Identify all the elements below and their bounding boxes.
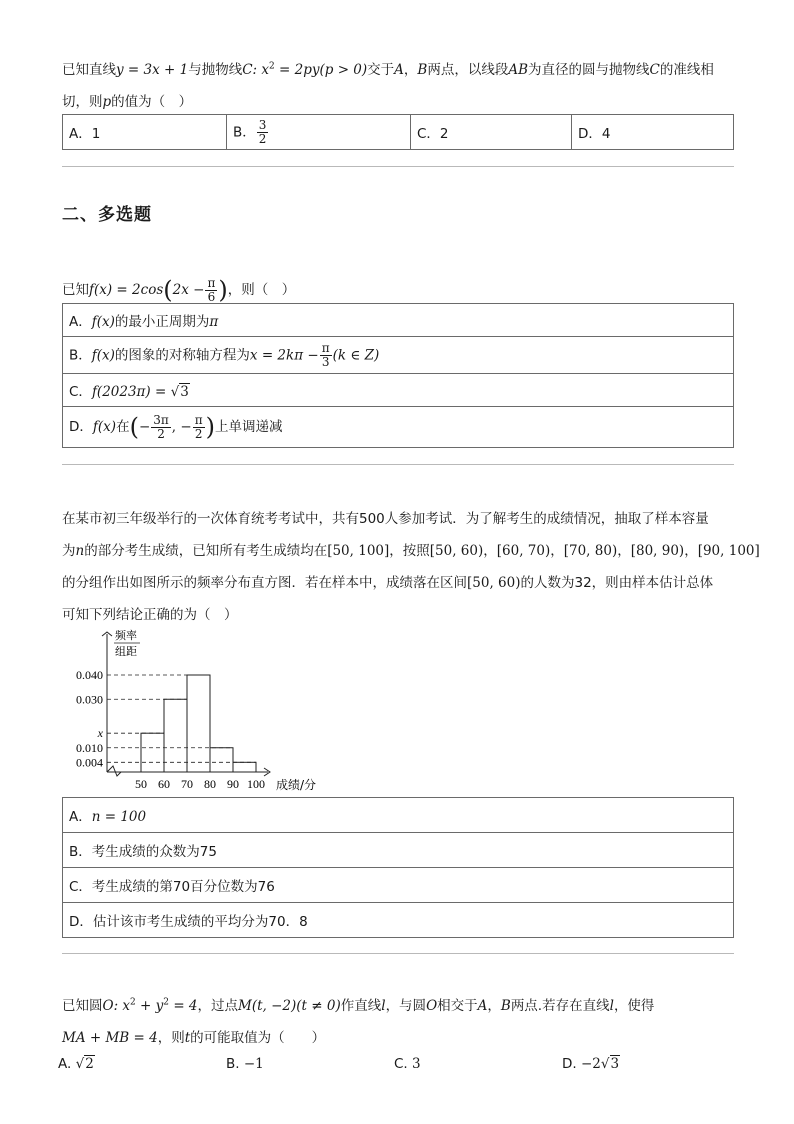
q3-option-d[interactable]: D．估计该市考生成绩的平均分为70．8	[63, 903, 734, 938]
q3-stem-line4: 可知下列结论正确的为（ ）	[62, 607, 238, 623]
histogram-bar	[141, 733, 164, 772]
q4-option-c[interactable]: C. 3	[394, 1056, 421, 1072]
x-axis-label: 成绩/分	[276, 778, 317, 792]
separator-1	[62, 166, 734, 167]
y-tick-label: 0.030	[76, 692, 103, 707]
q2-option-d[interactable]: D．f(x)在(− $\frac{3\pi}{2}$ , − $\frac{\pi}{2}$ )上单调递减	[63, 407, 734, 448]
q2-option-b[interactable]: B．f(x)的图象的对称轴方程为x = 2kπ − $\frac{\pi}{3}$ (k ∈ Z)	[63, 337, 734, 374]
q4-stem-line1: 已知圆O: $x^2 + y^2 = 4$，过点M(t, −2)(t ≠ 0)作直线l，与圆O相交于A，B两点.若存在直线l，使得	[62, 997, 655, 1014]
q2-options-table	[62, 303, 734, 448]
x-tick-label: 70	[181, 777, 193, 791]
histogram-bar	[233, 762, 256, 772]
y-tick-label: 0.040	[76, 668, 103, 682]
histogram-bar	[187, 675, 210, 772]
q2-stem: 已知f(x) = 2cos(2x − $\frac{\pi}{6}$ )，则（ ）	[62, 275, 296, 304]
y-tick-label: 0.010	[76, 740, 103, 755]
section-heading: 二、多选题	[62, 205, 152, 225]
histogram-bar	[210, 748, 233, 772]
q4-stem-line2: MA + MB = 4，则t的可能取值为（ ）	[62, 1030, 326, 1046]
q3-stem-line1: 在某市初三年级举行的一次体育统考考试中，共有500人参加考试．为了解考生的成绩情况，抽取了样本容量	[62, 511, 709, 527]
axis-break	[107, 766, 121, 776]
q3-stem-line2: 为n的部分考生成绩，已知所有考生成绩均在[50, 100]，按照[50, 60)，[60, 70)，[70, 80)，[80, 90)，[90, 100]	[62, 543, 760, 559]
q3-option-a[interactable]: A．n = 100	[63, 798, 734, 833]
q3-stem-line3: 的分组作出如图所示的频率分布直方图．若在样本中，成绩落在区间[50, 60)的人数为32，则由样本估计总体	[62, 575, 714, 591]
y-tick-label: 0.004	[76, 755, 103, 770]
x-tick-label: 80	[204, 777, 216, 791]
q3-option-c[interactable]: C．考生成绩的第70百分位数为76	[63, 868, 734, 903]
q1-options-table	[62, 114, 734, 150]
separator-3	[62, 953, 734, 954]
q3-options-table	[62, 797, 734, 938]
y-label-numerator: 频率	[115, 629, 137, 642]
q1-option-c[interactable]: C．2	[411, 115, 572, 150]
y-label-denominator: 组距	[115, 645, 137, 658]
y-tick-label: x	[97, 726, 103, 741]
q4-options-row	[58, 1056, 738, 1072]
q3-option-b[interactable]: B．考生成绩的众数为75	[63, 833, 734, 868]
histogram-bar	[164, 699, 187, 772]
q2-option-c[interactable]: C．f(2023π) = √3	[63, 374, 734, 407]
q1-stem-line1: 已知直线y = 3x + 1与抛物线C: $x^2 = 2py(p > 0)$交于A，B两点，以线段AB为直径的圆与抛物线C的准线相	[62, 61, 714, 78]
x-tick-label: 100	[247, 777, 265, 791]
q1-stem-line2: 切，则p的值为（ ）	[62, 94, 193, 110]
histogram-chart	[60, 626, 350, 798]
q1-option-a[interactable]: A．1	[63, 115, 227, 150]
q4-option-d[interactable]: D. −2√3	[562, 1056, 620, 1072]
q1-option-d[interactable]: D．4	[572, 115, 734, 150]
q4-option-b[interactable]: B. −1	[226, 1056, 264, 1072]
x-tick-label: 90	[227, 777, 239, 791]
x-tick-label: 60	[158, 777, 170, 791]
q4-option-a[interactable]: A. √2	[58, 1056, 94, 1072]
separator-2	[62, 464, 734, 465]
q2-option-a[interactable]: A．f(x)的最小正周期为π	[63, 304, 734, 337]
q1-option-b[interactable]: B． $\frac{3}{2}$	[227, 115, 411, 150]
x-tick-label: 50	[135, 777, 147, 791]
